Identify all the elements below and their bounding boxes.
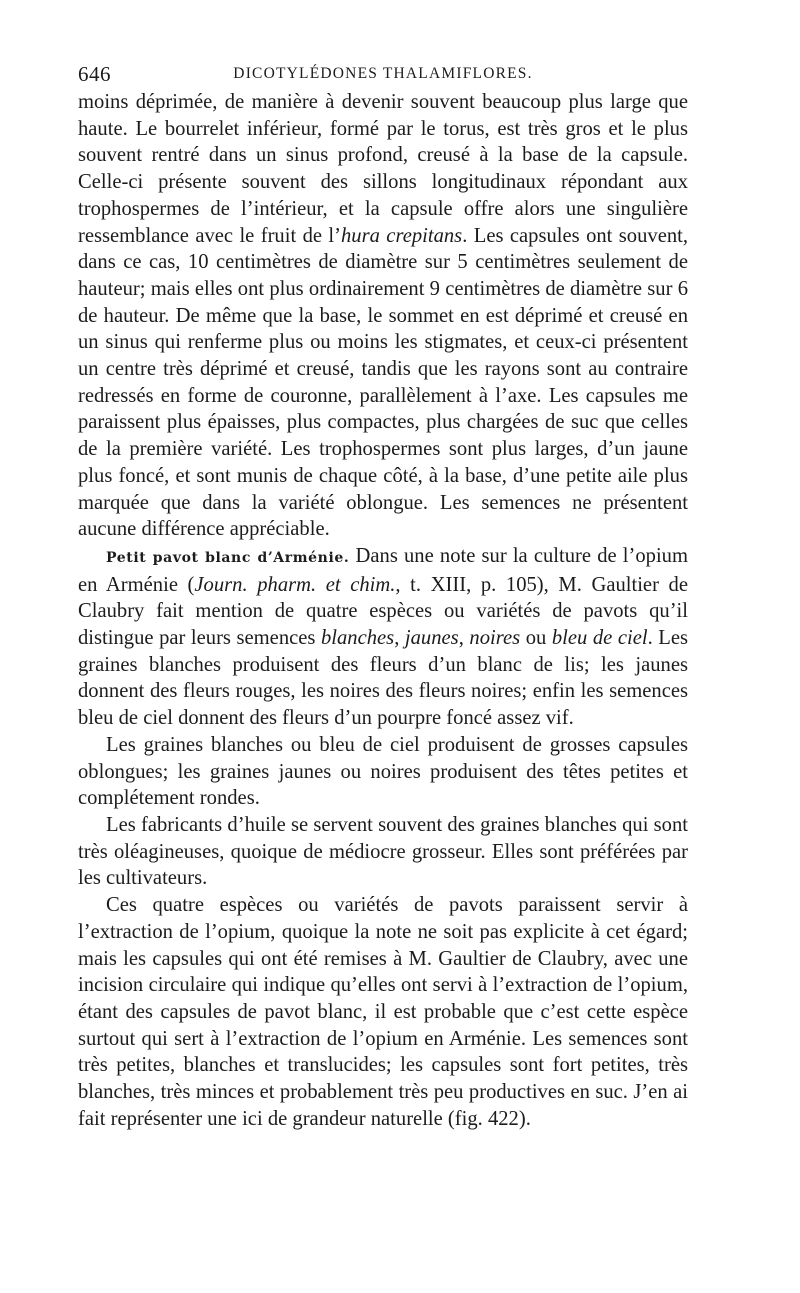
running-header	[78, 58, 688, 86]
italic-term: jaunes	[404, 627, 459, 650]
book-page	[78, 58, 688, 1132]
text-run: ,	[458, 627, 470, 650]
italic-term: noires	[469, 627, 521, 650]
italic-term: bleu de ciel	[551, 627, 648, 650]
text-run: moins déprimée, de manière à devenir souvent beaucoup plus large que haute. Le bourrelet inférieur, formé par le torus, est très gros et le plus souvent rentré dans un sinus profond, creusé à la base de la capsule. Celle-ci présente souvent des sillons longitudinaux répondant aux trophospermes de l’intérieur, et la capsule offre alors une singulière ressemblance avec le fruit de l’	[78, 91, 688, 247]
text-run: ou	[520, 627, 552, 650]
text-run: Dans une note sur la culture de l’opium en Arménie (	[78, 544, 688, 596]
text-run: , t. XIII, p. 105), M. Gaultier de Claubry fait mention de quatre espèces ou variétés de pavots qu’il distingue par leurs semences	[78, 573, 688, 650]
running-title: DICOTYLÉDONES THALAMIFLORES.	[233, 65, 533, 82]
text-run: . Les graines blanches produisent des fleurs d’un blanc de lis; les jaunes donnent des fleurs rouges, les noires des fleurs noires; enfin les semences bleu de ciel donnent des fleurs d’un pourpre foncé assez vif.	[78, 627, 689, 730]
paragraph-especes: Ces quatre espèces ou variétés de pavots paraissent servir à l’extraction de l’opium, quoique la note ne soit pas explicite à cet égard; mais les capsules qui ont été remises à M. Gaultier de Claubry, avec une incision circulaire qui indique qu’elles ont servi à l’extraction de l’opium, étant des capsules de pavot blanc, il est probable que c’est cette espèce surtout qui sert à l’extraction de l’opium en Arménie. Les semences sont très petites, blanches et translucides; les capsules sont fort petites, très blanches, très minces et probablement très peu productives en suc. J’en ai fait représenter une ici de grandeur naturelle (fig. 422).	[78, 894, 688, 1130]
section-heading: Petit pavot blanc d’Arménie.	[106, 549, 350, 566]
italic-term: blanches	[320, 627, 395, 650]
text-run: ,	[394, 627, 405, 650]
page-number: 646	[78, 62, 111, 86]
paragraph-continued	[78, 89, 688, 543]
italic-species-name: hura crepitans	[341, 224, 463, 247]
paragraph-graines: Les graines blanches ou bleu de ciel produisent de grosses capsules oblongues; les graines jaunes ou noires produisent des têtes petites et complétement rondes.	[78, 733, 688, 810]
paragraph-petit-pavot	[78, 543, 688, 732]
body-text	[78, 89, 688, 1132]
text-run: . Les capsules ont souvent, dans ce cas, 10 centimètres de diamètre sur 5 centimètres seulement de hauteur; mais elles ont plus ordinairement 9 centimètres de diamètre sur 6 de hauteur. De même que la base, le sommet en est déprimé et creusé en un sinus qui renferme plus ou moins les stigmates, et ceux-ci présentent un centre très déprimé et creusé, tandis que les rayons sont au contraire redressés en forme de couronne, parallèlement à l’axe. Les capsules me paraissent plus épaisses, plus compactes, plus chargées de suc que celles de la première variété. Les trophospermes sont plus larges, d’un jaune plus foncé, et sont munis de chaque côté, à la base, d’une petite aile plus marquée que dans la variété oblongue. Les semences ne présentent aucune différence appréciable.	[78, 224, 688, 541]
italic-citation: Journ. pharm. et chim.	[194, 573, 396, 596]
paragraph-fabricants: Les fabricants d’huile se servent souvent des graines blanches qui sont très oléagineuses, quoique de médiocre grosseur. Elles sont préférées par les cultivateurs.	[78, 813, 688, 890]
